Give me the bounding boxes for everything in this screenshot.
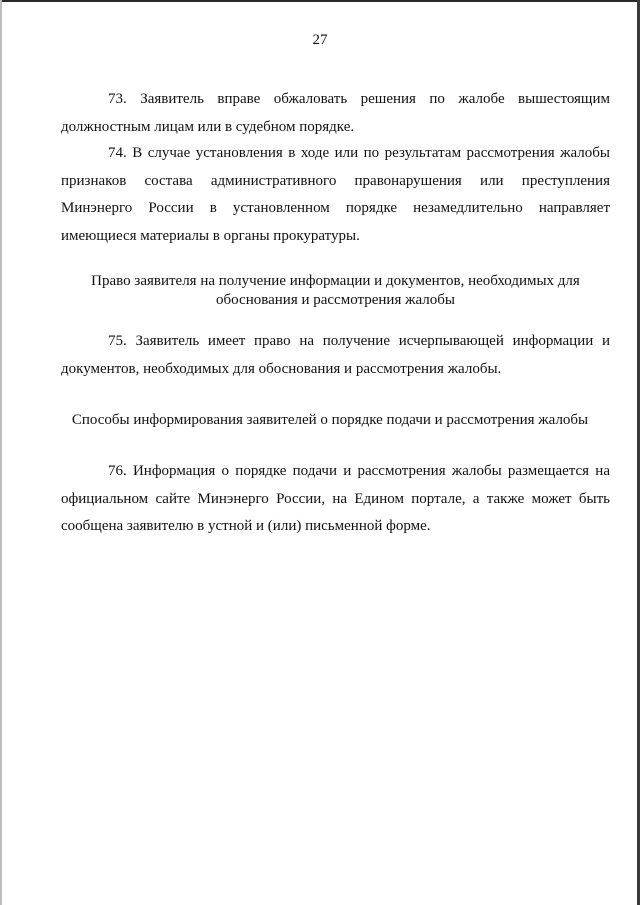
section-heading-informing-methods: Способы информирования заявителей о порядке подачи и рассмотрения жалобы	[71, 412, 589, 428]
section-heading-line-2: обоснования и рассмотрения жалобы	[216, 292, 455, 308]
scan-top-edge	[0, 0, 640, 2]
paragraph-76: 76. Информация о порядке подачи и рассмотрения жалобы размещается на официальном сайте Минэнерго России, на Едином портале, а также может быть сообщена заявителю в устной и (или) письменной форме.	[61, 463, 610, 534]
paragraph-73: 73. Заявитель вправе обжаловать решения по жалобе вышестоящим должностным лицам или в судебном порядке.	[61, 91, 610, 135]
section-heading-applicant-rights	[61, 272, 610, 310]
scan-left-edge	[0, 0, 2, 905]
paragraph-75: 75. Заявитель имеет право на получение исчерпывающей информации и документов, необходимых для обоснования и рассмотрения жалобы.	[61, 333, 610, 377]
paragraph-74: 74. В случае установления в ходе или по результатам рассмотрения жалобы признаков состава административного правонарушения или преступления Минэнерго России в установленном порядке незамедлительно направляет имеющиеся материалы в органы прокуратуры.	[61, 145, 610, 244]
page-number: 27	[312, 32, 328, 48]
section-heading-line-1: Право заявителя на получение информации и документов, необходимых для	[91, 273, 580, 289]
